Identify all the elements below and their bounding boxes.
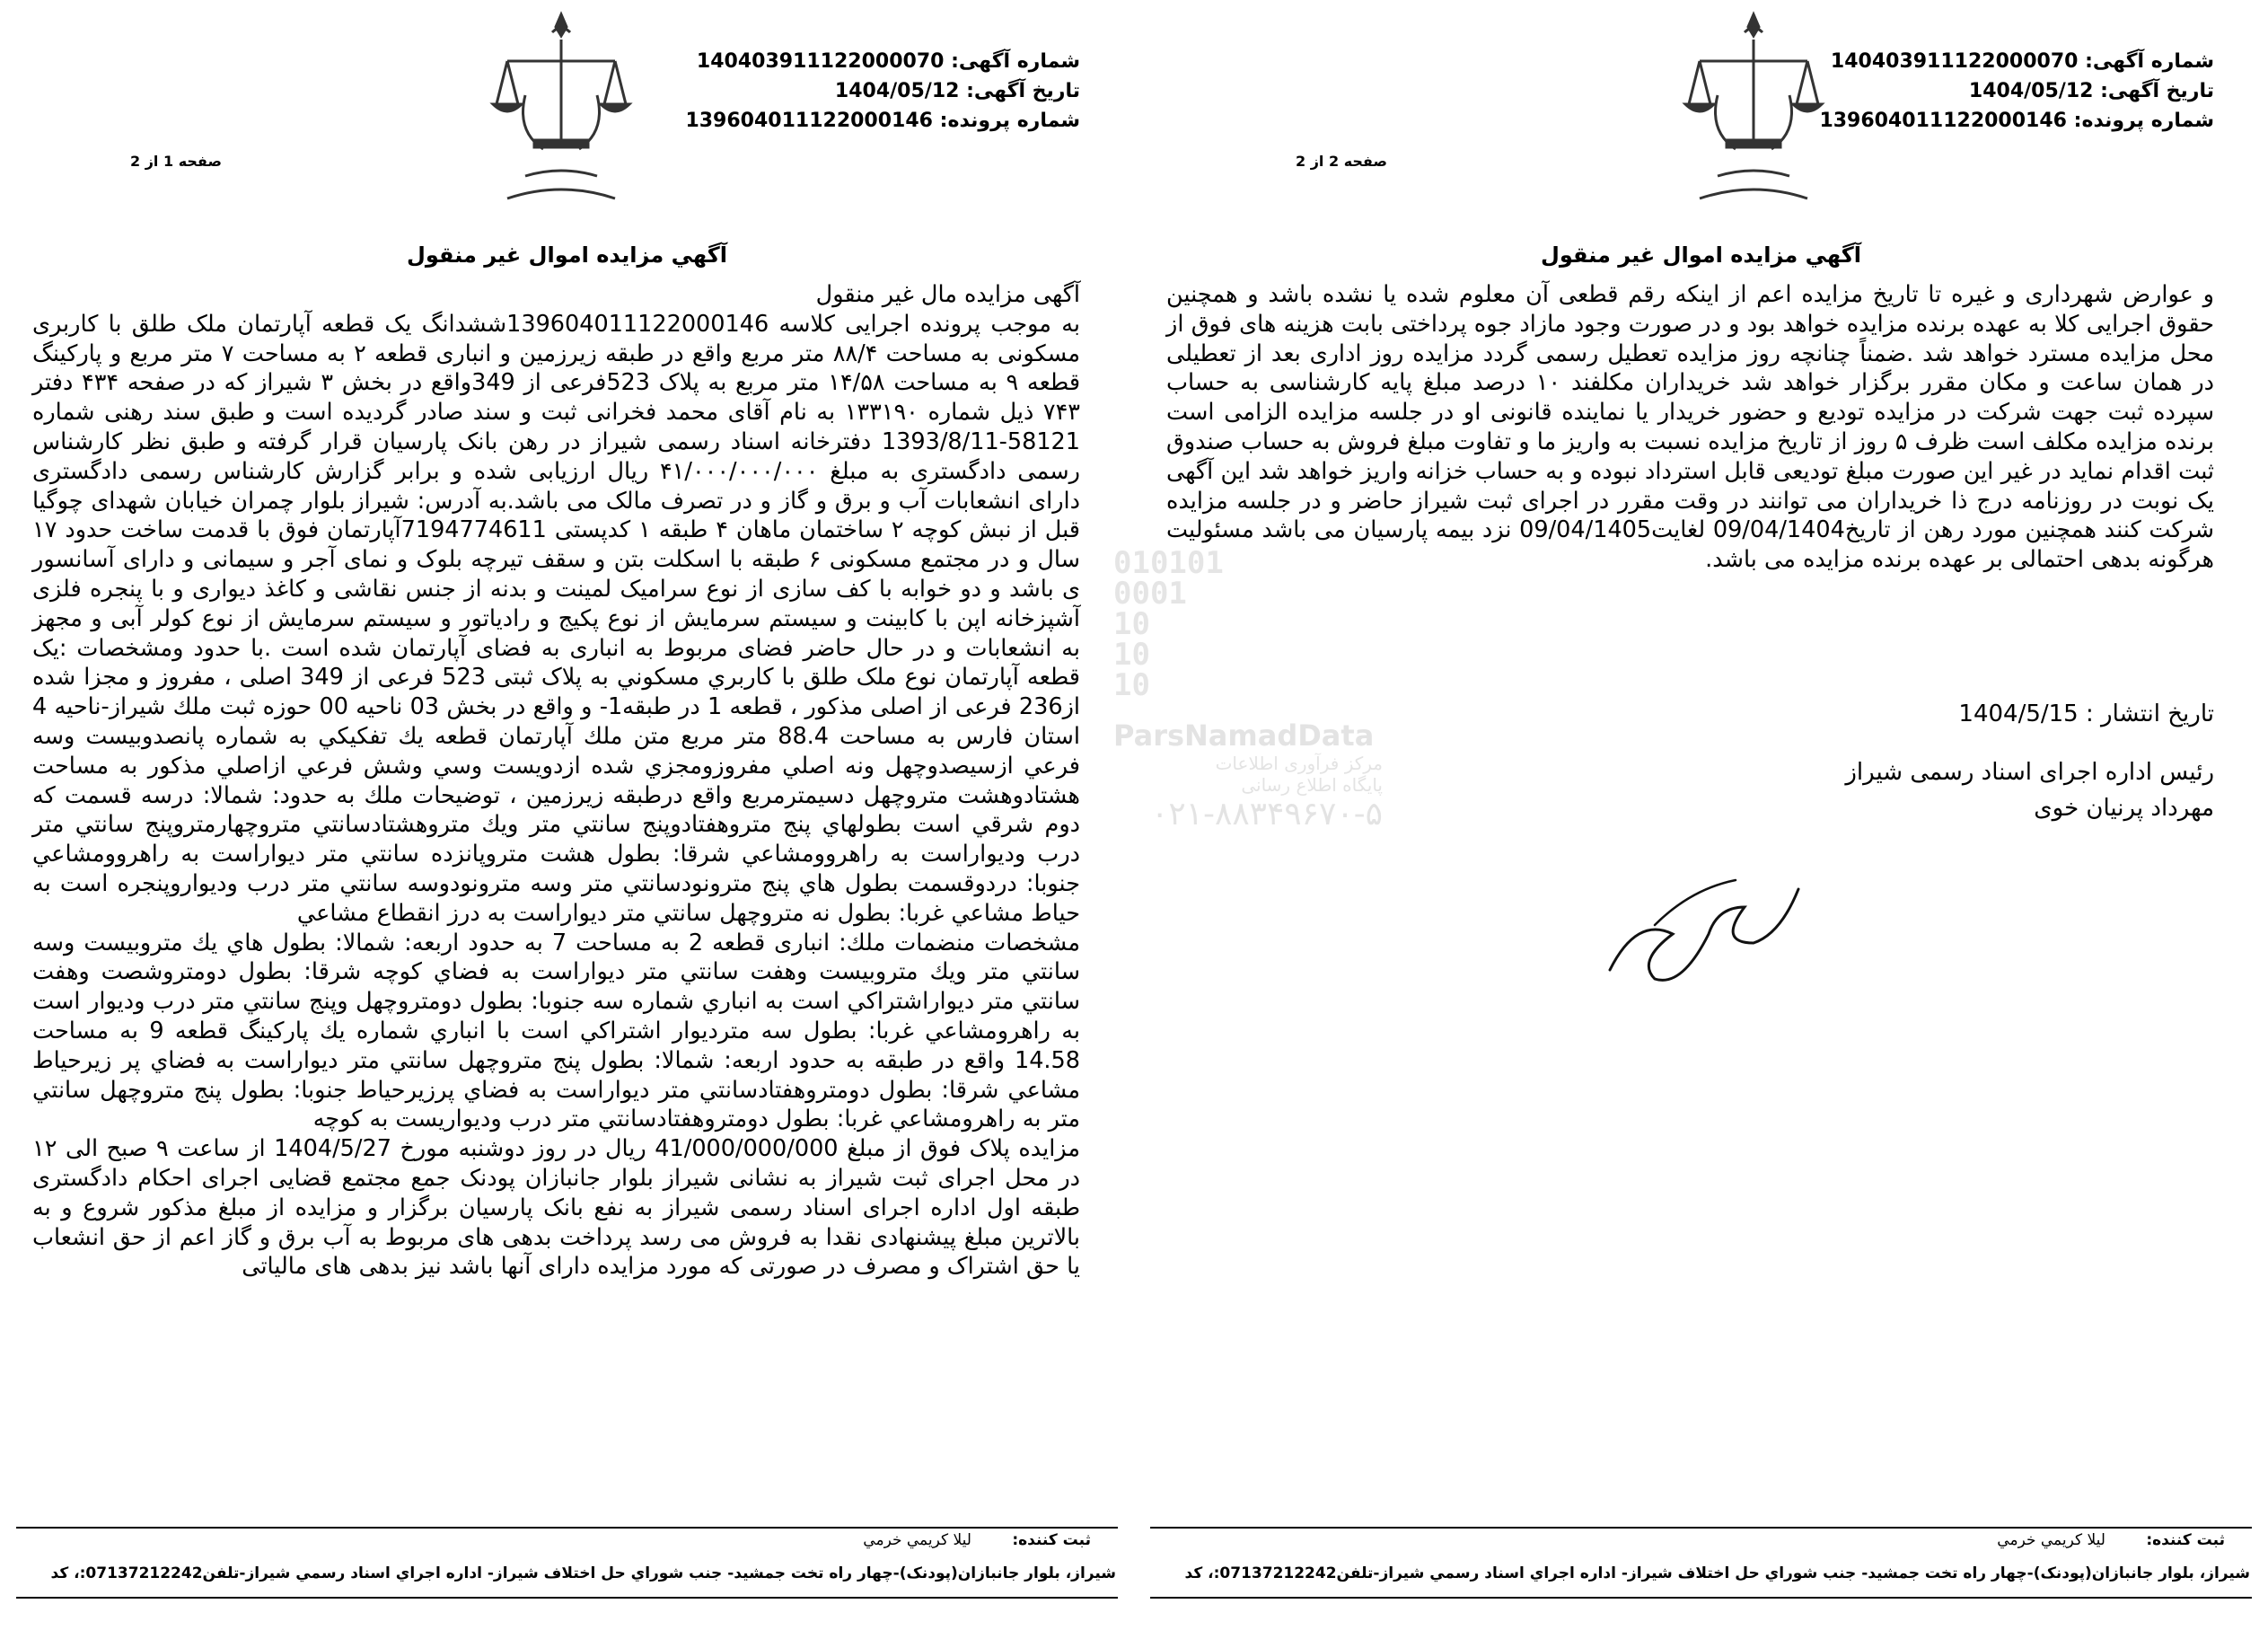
signer-title: رئیس اداره اجرای اسناد رسمی شیراز [1845,759,2214,786]
registrar-label: ثبت کننده: [1012,1531,1091,1549]
ad-number-label: شماره آگهی: [951,50,1080,73]
ad-date: 1404/05/12 [834,80,960,102]
handwritten-signature [1601,862,1816,997]
ad-date: 1404/05/12 [1968,80,2094,102]
registrar-label: ثبت کننده: [2146,1531,2225,1549]
case-number: 139604011122000146 [685,110,933,132]
ad-number: 140403911122000070 [1830,50,2079,73]
footer-divider [1150,1527,2252,1529]
judiciary-emblem-icon [1682,5,1825,207]
case-number: 139604011122000146 [1819,110,2067,132]
case-number-label: شماره پرونده: [2073,110,2214,132]
watermark-bit-row: 10 [1113,637,1150,673]
publication-date [1958,701,2214,727]
judiciary-emblem-icon [489,5,633,207]
notice-body [1166,280,2214,575]
footer-divider [16,1527,1118,1529]
registrar [863,1531,1091,1549]
notice-page-2 [1134,0,2268,1639]
ad-date-label: تاریخ آگهی: [2100,80,2214,102]
watermark-phone: ۰۲۱-۸۸۳۴۹۶۷۰-۵ [1150,796,1383,833]
paragraph: مشخصات منضمات ملك: انباری قطعه 2 به مساحت 7 به حدود اربعه: شمالا: بطول هاي يك متروبيست وسه سانتي متر ويك متروبيست وهفت سانتي متر ديواراست به فضاي كوچه شرقا: بطول دومتروشصت وهفت سانتي متر ديواراشتراكي است به انباري شماره سه جنوبا: بطول دومتروچهل وپنج سانتي متر درب وديوار است به راهرومشاعي غربا: بطول سه متر‌ديوار اشتراكي است با انباري شماره يك پاركينگ قطعه 9 به مساحت 14.58 واقع در طبقه به حدود اربعه: شمالا: بطول پنج متروچهل سانتي متر ديواراست به فضاي پر زيرحياط مشاعي شرقا: بطول دومتروهفتادسانتي متر ديواراست به فضاي پرزيرحياط جنوبا: بطول پنج متروچهل سانتي متر به راهرومشاعي غربا: بطول دومتروهفتادسانتي متر درب وديواريست به كوچه [32,929,1080,1133]
publication-date-label: تاریخ انتشار : [2086,701,2214,727]
publication-date-value: 1404/5/15 [1958,701,2079,727]
watermark-bit-row: 010101 [1113,545,1224,581]
paragraph: مزایده پلاک فوق از مبلغ 41/000/000/000 ریال در روز دوشنبه مورخ 1404/5/27 از ساعت ۹ صبح الی ۱۲ در محل اجرای ثبت شیراز به نشانی شیراز بلوار جانبازان پودنک جمع مجتمع قضایی اجرای احکام دادگستری طبقه اول اداره اجرای اسناد رسمی شیراز به نفع بانک پارسیان برگزار و مزایده از مبلغ مذکور شروع و به بالاترین مبلغ پیشنهادی نقدا به فروش می رسد پرداخت بدهی های مربوط به آب برق و گاز اعم از حق انشعاب یا حق اشتراک و مصرف در صورتی که مورد مزایده دارای آنها باشد نیز بدهی های مالیاتی [32,1135,1081,1281]
footer-divider [16,1597,1118,1599]
notice-meta [685,47,1080,136]
watermark-bit-row: 0001 [1113,576,1187,612]
watermark-bit-row: 10 [1113,667,1150,703]
office-address: شيراز، بلوار جانبازان(پودنک)-چهار راه تخت جمشيد- جنب شوراي حل اختلاف شيراز- اداره اجراي اسناد رسمي شيراز-تلفن07137212242:، کد [50,1564,1116,1582]
notice-title: آگهي مزايده اموال غير منقول [1541,242,1861,268]
paragraph: به موجب پرونده اجرایی کلاسه 139604011122000146ششدانگ یک قطعه آپارتمان ملک طلق با کاربری مسکونی به مساحت ۸۸/۴ متر مربع واقع در طبقه زیرزمین و انباری قطعه ۲ به مساحت ۷ متر مربع و پارکینگ قطعه ۹ به مساحت ۱۴/۵۸ متر مربع به پلاک 523فرعی از 349واقع در بخش ۳ شیراز که در صفحه ۴۳۴ دفتر ۷۴۳ ذیل شماره ۱۳۳۱۹۰ به نام آقای محمد فخرانی ثبت و سند صادر گردیده است و طبق سند رهنی شماره 58121-1393/8/11 دفترخانه اسناد رسمی شیراز در رهن بانک پارسیان قرار گرفته و طبق نظر کارشناس رسمی دادگستری به مبلغ ۴۱/۰۰۰/۰۰۰/۰۰۰ ریال ارزیابی شده و برابر گزارش کارشناس رسمی دادگستری دارای انشعابات آب و برق و گاز و در تصرف مالک می باشد.به آدرس: شیراز بلوار چمران خیابان شهدای چوگیا قبل از نبش کوچه ۲ ساختمان ماهان ۴ طبقه ۱ کدپستی 7194774611آپارتمان فوق با قدمت ساخت حدود ۱۷ سال و در مجتمع مسکونی ۶ طبقه با اسکلت بتن و سقف تیرچه بلوک و نمای آجر و سیمانی و دارای آسانسور ی باشد و دو خوابه با کف سازی از نوع سرامیک لمینت و بدنه از جنس نقاشی و کاغذ دیواری و با پنجره فلزی آشپزخانه اپن با کابینت و سیستم سرمایش از نوع پکیج و رادیاتور و سیستم سرمایش از نوع کولر آبی و مجهز به انشعابات و در حال حاضر فضای مربوط به انباری به فضای آپارتمان شده است .با حدود ومشخصات :یک قطعه آپارتمان نوع ملک طلق با کاربري مسکوني به پلاک ثبتی 523 فرعی از 349 اصلی ، مفروز و مجزا شده از236 فرعی از اصلی مذکور ، قطعه 1 در طبقه1- و واقع در بخش 03 ناحیه 00 حوزه ثبت ملك شیراز-ناحیه 4 استان فارس به مساحت 88.4 متر مربع متن ملك آپارتمان قطعه يك تفكيكي به شماره پانصدوبيست وسه فرعي ازسيصدوچهل ونه اصلي مفروزومجزي شده ازدويست وسي وشش فرعي ازاصلي مذكور به مساحت هشتادوهشت متروچهل دسيمترمربع واقع درطبقه زيرزمين ، توضيحات ملك به حدود: شمالا: درسه قسمت كه دوم شرقي است بطولهاي پنج متروهفتادوپنج سانتي متر ويك متروهشتادسانتي متروچهارمتروپنج سانتي متر درب وديواراست به راهروومشاعي شرقا: بطول هشت متروپانزده سانتي متر ديواراست به راهروومشاعي جنوبا: دردوقسمت بطول هاي پنج مترونودسانتي متر وسه مترونودوسه سانتي متر درب وديوارو‌پنجره است به حياط مشاعي غربا: بطول نه متروچهل سانتي متر ديواراست به درز انقطاع مشاعي [32,310,1081,927]
watermark-subtitle: پایگاه اطلاع رسانی [1241,774,1383,796]
watermark-brand: ParsNamadData [1113,718,1375,753]
watermark-subtitle: مرکز فرآوری اطلاعات [1215,753,1383,774]
ad-number: 140403911122000070 [696,50,945,73]
watermark-bit-row: 10 [1113,606,1150,642]
page-number: صفحه 2 از 2 [1296,153,1387,170]
notice-meta [1819,47,2214,136]
notice-body [32,280,1080,1282]
registrar [1997,1531,2225,1549]
page-number: صفحه 1 از 2 [130,153,222,170]
paragraph: آگهی مزایده مال غیر منقول [815,281,1080,308]
ad-number-label: شماره آگهی: [2085,50,2214,73]
paragraph: و عوارض شهرداری و غیره تا تاریخ مزایده اعم از اینکه رقم قطعی آن معلوم شده یا نشده باشد و همچنین حقوق اجرایی کلا به عهده برنده مزایده خواهد بود و در صورت وجود مازاد جوه پرداختی بابت هزینه های فوق از محل مزایده مسترد خواهد شد .ضمناً چنانچه روز مزایده تعطیل رسمی گردد مزایده روز اداری بعد از تعطیلی در همان ساعت و مکان مقرر برگزار خواهد شد خریداران مکلفند ۱۰ درصد مبلغ پایه کارشناسی به حساب سپرده ثبت جهت شرکت در مزایده تودیع و حضور خریدار یا نماینده قانونی او در جلسه مزایده الزامی است برنده مزایده مکلف است ظرف ۵ روز از تاریخ مزایده نسبت به واریز ما و تفاوت مبلغ فروش به حساب صندوق ثبت اقدام نماید در غیر این صورت مبلغ تودیعی قابل استرداد نبوده و به حساب خزانه واریز خواهد شد این آگهی یک نوبت در روزنامه درج ذا خریداران می توانند در وقت مقرر در اجرای ثبت شیراز حاضر و در جلسه مزایده شرکت کنند همچنین مورد رهن از تاریخ09/04/1404 لغایت09/04/1405 نزد بیمه پارسیان می باشد مسئولیت هرگونه بدهی احتمالی بر عهده برنده مزایده می باشد. [1166,281,2215,574]
registrar-name: ليلا كريمي خرمي [863,1531,971,1549]
footer-divider [1150,1597,2252,1599]
case-number-label: شماره پرونده: [939,110,1080,132]
ad-date-label: تاریخ آگهی: [966,80,1080,102]
registrar-name: ليلا كريمي خرمي [1997,1531,2105,1549]
office-address: شيراز، بلوار جانبازان(پودنک)-چهار راه تخت جمشيد- جنب شوراي حل اختلاف شيراز- اداره اجراي اسناد رسمي شيراز-تلفن07137212242:، کد [1184,1564,2250,1582]
signer-block [1845,754,2214,826]
signer-name: مهرداد پرنیان خوی [2034,795,2214,822]
notice-title: آگهي مزايده اموال غير منقول [407,242,727,268]
